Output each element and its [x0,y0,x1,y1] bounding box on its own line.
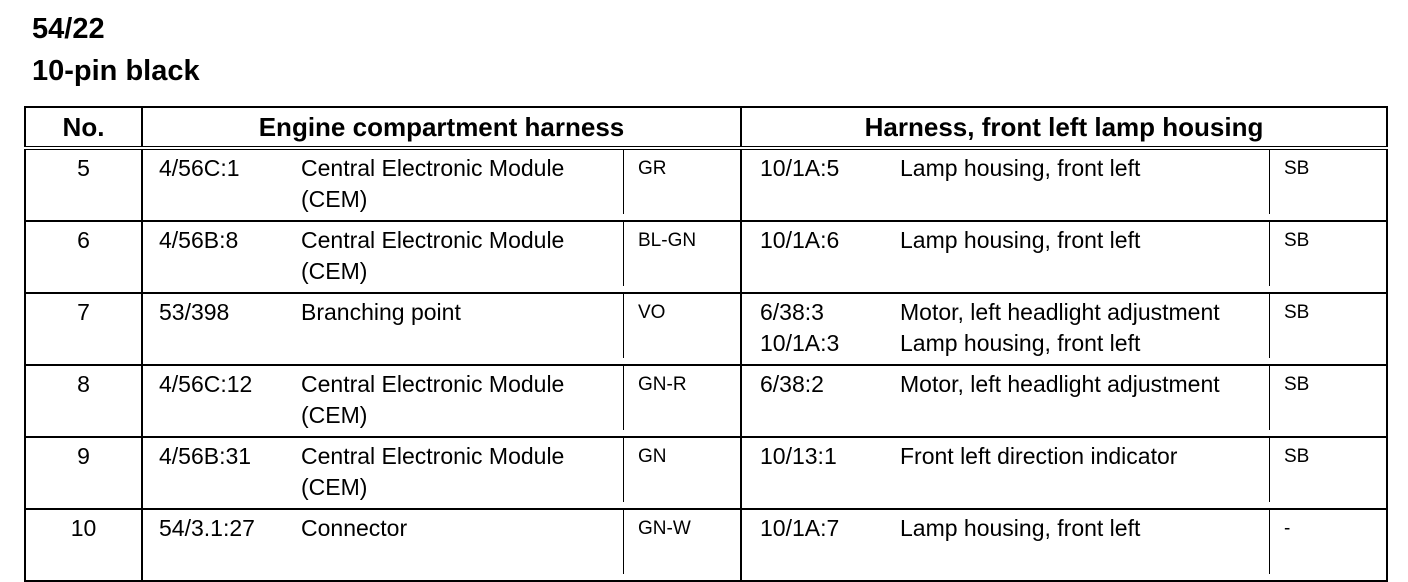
right-harness-cell [741,293,1387,365]
pin-table [24,106,1388,582]
right-wire-color: SB [1269,366,1386,430]
right-harness-cell [741,437,1387,509]
right-connector-ref: 10/1A:7 [760,515,840,541]
right-connector-ref: 6/38:2 [760,371,824,397]
connector-id: 54/22 [32,13,105,45]
header-right-harness: Harness, front left lamp housing [741,107,1387,148]
pin-number: 9 [25,437,142,509]
right-component-desc: Lamp housing, front left [900,227,1141,253]
right-component-desc: Motor, left headlight adjustment [900,371,1220,397]
right-connector-ref: 10/1A:6 [760,227,840,253]
left-connector-ref: 4/56B:31 [159,443,252,469]
left-component-desc: Central Electronic Module (CEM) [301,227,565,284]
right-connector-ref: 6/38:3 [760,299,824,325]
table-row [25,148,1387,221]
left-component-desc: Connector [301,515,408,541]
left-connector-ref: 4/56B:8 [159,227,239,253]
left-harness-cell [142,509,741,581]
left-connector-ref: 4/56C:12 [159,371,253,397]
left-connector-ref: 53/398 [159,299,230,325]
right-wire-color: SB [1269,222,1386,286]
right-component-desc: Lamp housing, front left [900,330,1141,356]
right-connector-ref: 10/1A:5 [760,155,840,181]
right-harness-cell [741,148,1387,221]
left-component-desc: Central Electronic Module (CEM) [301,443,565,500]
connector-heading [32,8,200,92]
right-wire-color: SB [1269,294,1386,358]
left-connector-ref: 4/56C:1 [159,155,240,181]
table-row [25,221,1387,293]
pin-number: 7 [25,293,142,365]
pin-number: 5 [25,148,142,221]
left-wire-color: BL-GN [623,222,741,286]
pin-number: 10 [25,509,142,581]
left-wire-color: GN [623,438,741,502]
right-wire-color: - [1269,510,1386,574]
left-component-desc: Central Electronic Module (CEM) [301,371,565,428]
left-component-desc: Central Electronic Module (CEM) [301,155,565,212]
left-harness-cell [142,437,741,509]
right-wire-color: SB [1269,438,1386,502]
right-component-desc: Lamp housing, front left [900,155,1141,181]
table-row [25,293,1387,365]
left-harness-cell [142,293,741,365]
right-wire-color: SB [1269,150,1386,214]
table-row [25,365,1387,437]
right-component-desc: Motor, left headlight adjustment [900,299,1220,325]
header-row [25,107,1387,148]
right-harness-cell [741,221,1387,293]
left-connector-ref: 54/3.1:27 [159,515,255,541]
header-left-harness: Engine compartment harness [142,107,741,148]
right-component-desc: Front left direction indicator [900,443,1178,469]
left-harness-cell [142,148,741,221]
right-harness-cell [741,365,1387,437]
table-row [25,437,1387,509]
pin-number: 8 [25,365,142,437]
right-harness-cell [741,509,1387,581]
left-wire-color: GN-R [623,366,741,430]
table-row [25,509,1387,581]
left-harness-cell [142,365,741,437]
pin-number: 6 [25,221,142,293]
left-wire-color: GN-W [623,510,741,574]
left-wire-color: VO [623,294,741,358]
connector-description: 10-pin black [32,55,200,87]
left-wire-color: GR [623,150,741,214]
right-connector-ref: 10/1A:3 [760,330,840,356]
right-component-desc: Lamp housing, front left [900,515,1141,541]
right-connector-ref: 10/13:1 [760,443,837,469]
left-component-desc: Branching point [301,299,461,325]
left-harness-cell [142,221,741,293]
header-no: No. [25,107,142,148]
